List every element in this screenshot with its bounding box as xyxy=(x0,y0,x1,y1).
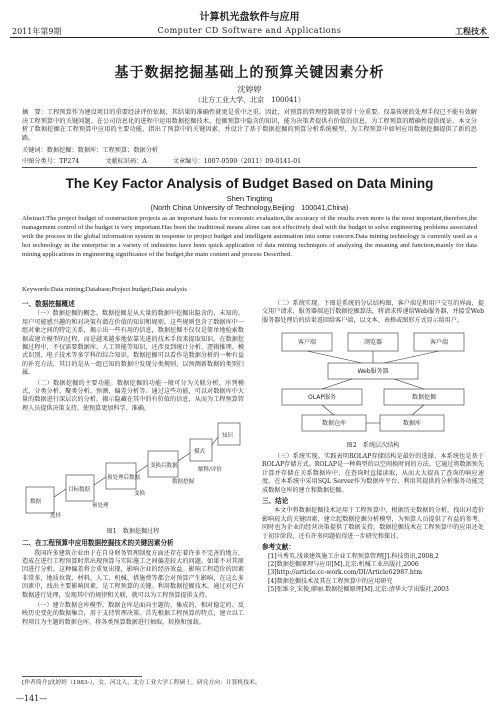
header-rule xyxy=(10,37,489,38)
section-label: 工程技术 xyxy=(455,26,487,36)
paragraph: （三）系统实现。实践表明ROLAP存储结构是最好的选择，本系统也是基于ROLAP存储方式。ROLAP是一种典型的以空间换时间的方法，它通过将数据预先计算并存储在关系数据库中，在查询时直接读取，从而大大提高了查询的响应速度。在本系统中采用SQL Server作为数据库平台，利用其提供的分析服务功能完成数据仓库的建立和数据挖掘。 xyxy=(262,453,484,494)
running-header xyxy=(0,0,499,40)
document-code: 文献标识码：A xyxy=(105,158,147,165)
fig1-label-data: 数据 xyxy=(30,499,42,506)
section-heading-2: 二、在工程预算中应用数据挖掘技术的关键因素分析 xyxy=(22,539,174,548)
section-heading-3: 三、结论 xyxy=(262,497,289,506)
reference-item: [4]数据挖掘技术及其在工程预算中的应用研究 xyxy=(268,577,393,585)
fig1-label-target: 目标数据 xyxy=(68,487,91,494)
keywords-cn: 关键词：数据挖掘；数据库；工程预算；数据分析 xyxy=(22,147,159,154)
body-column-right xyxy=(262,300,484,595)
reference-item: [3]http://article.cc-work.com/DI/Article62987.htm xyxy=(268,569,423,577)
paragraph: （一）建立数据仓库模型。数据仓库是面向主题的、集成的、相对稳定的、反映历史变化的数据集合，用于支持管理决策。首先根据工程预算的特点，建立以工程项目为主题的数据仓库，将各类预算数据进行抽取、转换和加载。 xyxy=(22,601,244,626)
issue-label: 2011年第9期 xyxy=(12,27,62,36)
journal-name-en: Computer CD Software and Applications xyxy=(157,26,342,35)
classification-line xyxy=(22,156,477,165)
fig1-step-pre: 预处理 xyxy=(92,503,109,510)
author-cn: 沈婷婷 xyxy=(237,85,262,94)
references-heading: 参考文献： xyxy=(262,543,295,552)
paragraph: （一）数据挖掘的概念。数据挖掘是从大量的数据中挖掘出隐含的、未知的、用户可能感兴趣的和对决策有潜在价值的知识和规则。这些规则包含了数据库中一组对象之间的特定关系，揭示出一些有用的信息，数据挖掘不仅仅是简单地检索数据或建立模型的过程，而是越来越多地依靠先进的技术手段来提取知识。在数据挖掘过程中，不仅需要数据库、人工智能等知识，还涉及到统计分析、逻辑推理、模式识别、电子技术等多学科的综合知识。数据挖掘可以看作是数据分析的一种有益的补充方法，其目的是从一组已知的数据中发现分类规则，以预测新数据的类别归属。 xyxy=(22,310,244,377)
article-title-cn: 基于数据挖掘基础上的预算关键因素分析 xyxy=(114,65,385,81)
affiliation-cn: （北方工业大学，北京 100041） xyxy=(194,96,305,104)
fig2-dw: 数据仓库 xyxy=(321,420,347,428)
reference-item: [1]马秀英.浅谈建筑施工企业工程预算管理[J].科技资讯,2008,2 xyxy=(268,552,439,560)
fig1-label-trans: 变换后数据 xyxy=(150,463,178,470)
body-column-left xyxy=(22,300,244,629)
reference-item: [5]张维全,宋俊,廖丽.数据挖掘原理[M].北京:清华大学出版社,2003 xyxy=(268,586,449,594)
fig2-mining: 数据挖掘 xyxy=(411,394,437,402)
article-number: 文章编号：1007-9599（2011）09-0141-01 xyxy=(172,158,302,165)
fig2-client-2: 客户端 xyxy=(429,339,449,347)
fig2-db: 数据库 xyxy=(402,420,422,428)
page-number: —141— xyxy=(16,694,48,703)
fig1-label-pre: 预处理后数据 xyxy=(107,475,141,482)
fig1-step-mine: 数据挖掘 xyxy=(172,479,195,486)
fig2-browser: 浏览器 xyxy=(363,339,383,347)
journal-name: 计算机光盘软件与应用 xyxy=(199,12,300,23)
article-title-en: The Key Factor Analysis of Budget Based on Data Mining xyxy=(65,176,434,191)
figure-2-architecture-diagram xyxy=(262,329,484,435)
paragraph: 本文中将数据挖掘技术运用于工程预算中，根据历史数据的分析，找出对造价影响较大的关键因素，建立起数据挖掘分析模型，为预算人员提供了有益的参考，同时也为企业的经营决策提供了数据支持。数据挖掘技术在工程预算中的应用还处于初步阶段，还有许多问题值得进一步研究和探讨。 xyxy=(262,507,484,540)
section-heading-1: 一、数据挖掘概述 xyxy=(22,300,75,308)
keywords-en: Keywords:Data mining;Database;Project budget;Data analysis xyxy=(22,286,187,293)
fig1-step-eval: 解释/评价 xyxy=(198,467,222,474)
abstract-en: Abstract:The project budget of construction projects as an important basis for economic evaluation,the accuracy of the results even more is the most important,therefore,the management control of the budget is very important.Has been the traditional means alone can not effectively deal with the budget to solve engineering problems associated with the process in the global information system in response to project budget and intelligent automation into some concern.Data mining technology is currently used as a hot technology in the enterprise in a variety of industries have been quick application of data mining techniques of analyzing the meaning and function,mainly for data mining applications in engineering significance of the budget,the main content and process Described. xyxy=(22,215,477,259)
abstract-cn: 摘 要：工程预算作为建设项目的重要经济评价依据，其结果的准确性就更是重中之重。因此，对预算的管理控制就显得十分重要。仅靠传统的处理手段已不能有效解决工程预算中的关键问题。在公司信息化的进程中运用数据挖掘技术，挖掘预算中隐含的知识，能为决策者提供有价值的信息，为工程预算的精确性提供保证。本文分析了数据挖掘在工程预算中应用的主要功能，指出了预算中的关键因素，并设计了基于数据挖掘的预算分析系统模型，为工程预算中如何应用数据挖掘提供了新的思路。 xyxy=(22,109,477,142)
paragraph: 我国许多建筑企业由于在自身财务管理制度方面还存在着许多不完善的地方，造成在进行工程预算时常出现预算与实际施工之间偏差较大的问题。如果不对其原因进行分析，这种偏差将会重复出现，影响企业的经济效益。影响工程造价的因素非常多，地质位置、材料、人工、机械、措施费等都会对预算产生影响，在这么多因素中，找出主要影响因素，是工程预算的关键。利用数据挖掘技术，通过对已有数据进行处理，发现其中的规律和关联，就可以为工程预算提供支持。 xyxy=(22,549,244,599)
author-footnote: [作者简介]沈婷婷（1983-），女，河北人，北方工业大学工程硕士，研究方向：计算机技术。 xyxy=(22,680,261,686)
fig2-olap: OLAP服务 xyxy=(308,394,336,402)
fig2-client: 客户端 xyxy=(297,339,317,347)
footnote-rule xyxy=(22,676,142,677)
reference-item: [2]数据挖掘原理与应用[M].北京:机械工业出版社,2006 xyxy=(268,560,419,568)
divider xyxy=(22,167,477,168)
figure-1-caption: 图1 数据挖掘过程 xyxy=(106,527,160,535)
fig2-web: Web服务器 xyxy=(357,368,389,376)
fig1-label-pattern: 模式 xyxy=(194,449,206,456)
fig1-step-trans: 变换 xyxy=(134,491,146,498)
clc-number: 中图分类号：TP274 xyxy=(22,158,80,165)
author-en: Shen Tingting xyxy=(226,194,273,203)
affiliation-en: (North China University of Technology,Beijing 100041,China) xyxy=(150,203,349,212)
paragraph: （二）数据挖掘的主要功能。数据挖掘的功能一般可分为关联分析、序列模式、分类分析、聚类分析、预测、偏差分析等。通过这些功能，可以对数据库中大量的数据进行深层次的分析，揭示隐藏在其中的有价值的信息，从而为工程预算管理人员提供决策支持，使预算更加科学、准确。 xyxy=(22,379,244,412)
paragraph: （二）系统实现。下图是系统的分层结构图，客户端是和用户交互的界面，提交用户请求，服务器端运行数据挖掘算法，将请求传递给Web服务器，并接受Web服务器处理后的结果返回给客户端，以文本、表格或图形方式显示给用户。 xyxy=(262,300,484,324)
figure-1-process-diagram xyxy=(22,417,244,521)
figure-2-caption: 图2 系统层次结构 xyxy=(346,441,400,449)
fig1-label-knowledge: 知识 xyxy=(222,433,234,440)
fig1-step-select: 选择 xyxy=(50,513,62,520)
